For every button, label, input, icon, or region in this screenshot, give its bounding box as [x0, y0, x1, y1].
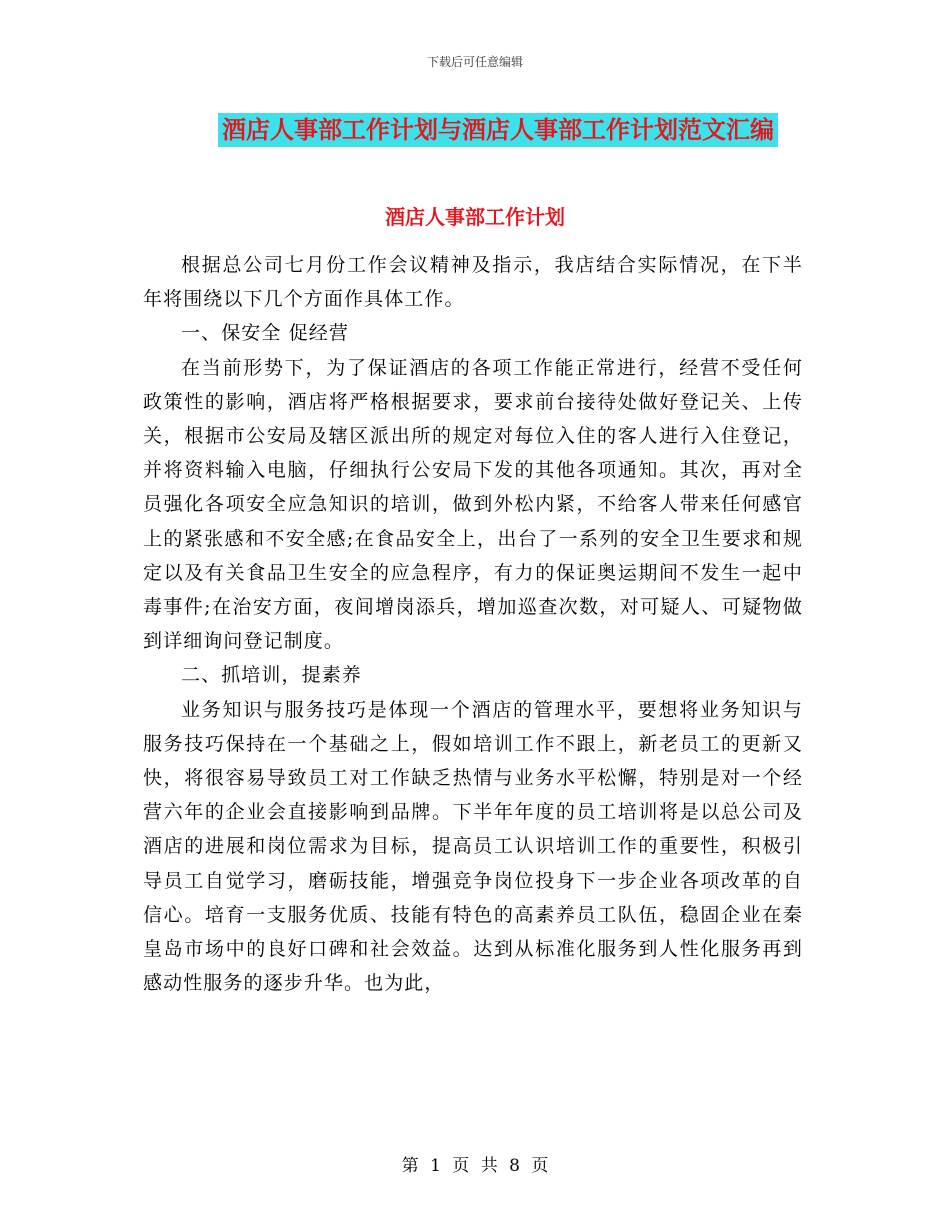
page-header-note: 下载后可任意编辑	[426, 55, 523, 69]
paragraph-safety: 在当前形势下，为了保证酒店的各项工作能正常进行，经营不受任何政策性的影响，酒店将严格根据要求，要求前台接待处做好登记关、上传关，根据市公安局及辖区派出所的规定对每位入住的客人进行入住登记，并将资料输入电脑，仔细执行公安局下发的其他各项通知。其次，再对全员强化各项安全应急知识的培训，做到外松内紧，不给客人带来任何感官上的紧张感和不安全感;在食品安全上，出台了一系列的安全卫生要求和规定以及有关食品卫生安全的应急程序，有力的保证奥运期间不发生一起中毒事件;在治安方面，夜间增岗添兵，增加巡查次数，对可疑人、可疑物做到详细询问登记制度。	[143, 356, 803, 653]
section-title: 酒店人事部工作计划	[385, 205, 565, 229]
document-body	[143, 248, 803, 1000]
paragraph-training: 业务知识与服务技巧是体现一个酒店的管理水平，要想将业务知识与服务技巧保持在一个基础之上，假如培训工作不跟上，新老员工的更新又快，将很容易导致员工对工作缺乏热情与业务水平松懈，特别是对一个经营六年的企业会直接影响到品牌。下半年年度的员工培训将是以总公司及酒店的进展和岗位需求为目标，提高员工认识培训工作的重要性，积极引导员工自觉学习，磨砺技能，增强竞争岗位投身下一步企业各项改革的自信心。培育一支服务优质、技能有特色的高素养员工队伍，稳固企业在秦皇岛市场中的良好口碑和社会效益。达到从标准化服务到人性化服务再到感动性服务的逐步升华。也为此，	[143, 698, 803, 995]
document-title-container	[0, 113, 950, 147]
heading-safety: 一、保安全 促经营	[181, 322, 349, 345]
document-title: 酒店人事部工作计划与酒店人事部工作计划范文汇编	[218, 113, 778, 147]
paragraph-intro: 根据总公司七月份工作会议精神及指示，我店结合实际情况，在下半年将围绕以下几个方面作具体工作。	[143, 254, 803, 311]
page-footer-number: 第 1 页 共 8 页	[401, 1156, 549, 1176]
heading-training: 二、抓培训，提素养	[181, 664, 362, 687]
